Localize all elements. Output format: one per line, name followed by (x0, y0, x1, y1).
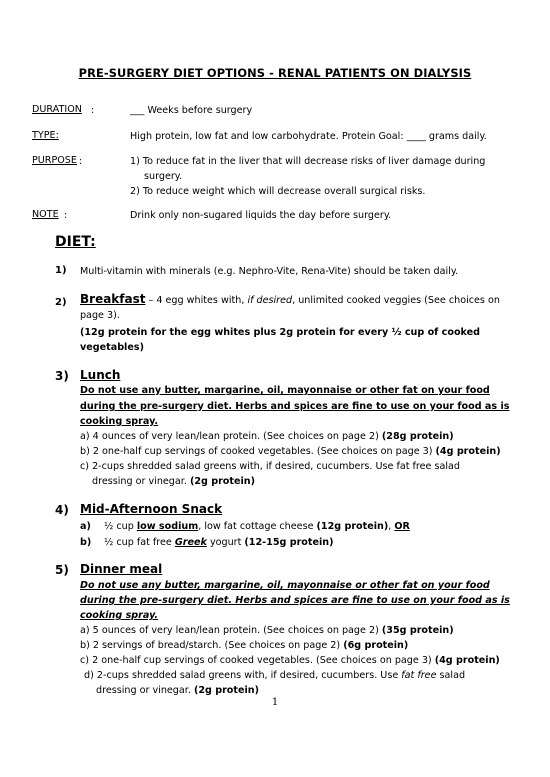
note-colon: : (64, 210, 68, 221)
page-title: PRE-SURGERY DIET OPTIONS - RENAL PATIENTS ON DIALYSIS (78, 66, 472, 80)
snack-option-a-label: a) (80, 521, 91, 532)
dinner-warning-1: Do not use any butter, margarine, oil, mayonnaise or other fat on your food (80, 580, 490, 591)
item-3-number: 3) (55, 369, 69, 383)
diet-heading: DIET: (55, 234, 96, 250)
lunch-heading: Lunch (80, 368, 121, 382)
note-label: NOTE (32, 209, 59, 220)
dinner-item-c: c) 2 one-half cup servings of cooked vegetables. (See choices on page 3) (4g protein) (80, 655, 500, 666)
lunch-warning-3: cooking spray. (80, 416, 159, 427)
breakfast-protein-note-2: vegetables) (80, 342, 144, 353)
dinner-item-d: d) 2-cups shredded salad greens with, if desired, cucumbers. Use fat free salad (84, 670, 466, 681)
lunch-warning-1: Do not use any butter, margarine, oil, mayonnaise or other fat on your food (80, 385, 490, 396)
lunch-item-c-cont: dressing or vinegar. (2g protein) (92, 476, 255, 487)
item-1-text: Multi-vitamin with minerals (e.g. Nephro-Vite, Rena-Vite) should be taken daily. (80, 266, 459, 277)
item-1-number: 1) (55, 265, 67, 276)
purpose-item-2: 2) To reduce weight which will decrease overall surgical risks. (130, 186, 426, 197)
purpose-item-1: 1) To reduce fat in the liver that will decrease risks of liver damage during (130, 156, 486, 167)
snack-heading: Mid-Afternoon Snack (80, 502, 223, 516)
duration-value: ___ Weeks before surgery (130, 105, 253, 116)
breakfast-heading: Breakfast (80, 292, 146, 306)
dinner-heading: Dinner meal (80, 562, 163, 576)
page-number: 1 (271, 697, 279, 708)
dinner-warning-2: during the pre-surgery diet. Herbs and spices are fine to use on your food as is (80, 595, 510, 606)
dinner-item-d-cont: dressing or vinegar. (2g protein) (96, 685, 259, 696)
type-value: High protein, low fat and low carbohydrate. Protein Goal: ____ grams daily. (130, 131, 487, 142)
snack-option-b: ½ cup fat free Greek yogurt (12-15g protein) (104, 537, 334, 548)
breakfast-line-1: Breakfast – 4 egg whites with, if desired, unlimited cooked veggies (See choices on (80, 292, 500, 306)
breakfast-protein-note-1: (12g protein for the egg whites plus 2g protein for every ½ cup of cooked (80, 327, 481, 338)
item-2-number: 2) (55, 297, 67, 308)
lunch-item-b: b) 2 one-half cup servings of cooked vegetables. (See choices on page 3) (4g protein) (80, 446, 501, 457)
note-value: Drink only non-sugared liquids the day before surgery. (130, 210, 392, 221)
snack-option-b-label: b) (80, 537, 92, 548)
breakfast-line-2: page 3). (80, 310, 120, 321)
purpose-label: PURPOSE (32, 155, 77, 166)
purpose-item-1-cont: surgery. (144, 171, 183, 182)
snack-option-a: ½ cup low sodium, low fat cottage cheese (12g protein), OR (104, 521, 410, 532)
dinner-item-a: a) 5 ounces of very lean/lean protein. (See choices on page 2) (35g protein) (80, 625, 454, 636)
dinner-warning-3: cooking spray. (80, 610, 159, 621)
dinner-item-b: b) 2 servings of bread/starch. (See choices on page 2) (6g protein) (80, 640, 409, 651)
purpose-colon: : (79, 156, 83, 167)
item-5-number: 5) (55, 563, 69, 577)
duration-colon: : (91, 105, 95, 116)
lunch-item-a: a) 4 ounces of very lean/lean protein. (See choices on page 2) (28g protein) (80, 431, 454, 442)
lunch-warning-2: during the pre-surgery diet. Herbs and spices are fine to use on your food as is (80, 401, 510, 412)
duration-label: DURATION (32, 104, 82, 115)
lunch-item-c: c) 2-cups shredded salad greens with, if desired, cucumbers. Use fat free salad (80, 461, 461, 472)
type-label: TYPE: (32, 130, 59, 141)
item-4-number: 4) (55, 503, 69, 517)
